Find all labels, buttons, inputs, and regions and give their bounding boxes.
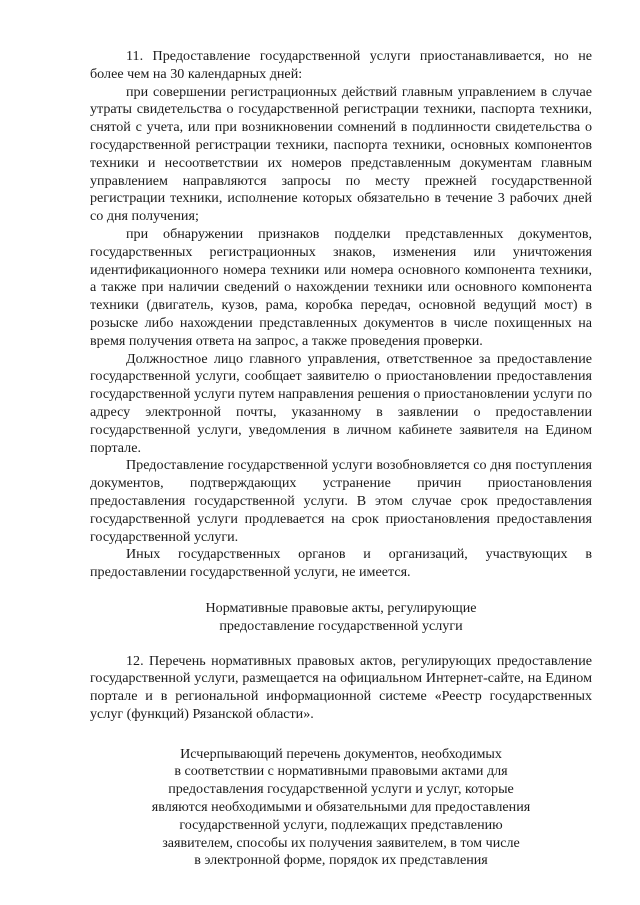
paragraph-12: 12. Перечень нормативных правовых актов, регулирующих предоставление государственной услуги, размещается на официальном Интернет-сайте, на Едином портале и в региональной информационной системе «Реестр государственных услуг (функций) Рязанской области». bbox=[90, 652, 592, 722]
heading-documents-line-5: государственной услуги, подлежащих представлению bbox=[179, 816, 503, 833]
heading-normative-acts bbox=[90, 600, 592, 636]
heading-documents-line-7: в электронной форме, порядок их представления bbox=[194, 852, 488, 869]
paragraph-suspension-registration: при совершении регистрационных действий главным управлением в случае утраты свидетельства о государственной регистрации техники, паспорта техники, снятой с учета, или при возникновении сомнений в подлинности свидетельства о государственной регистрации техники, паспорта техники, основных компонентов техники и несоответствии их номеров представленным документам главным управлением направляются запросы по месту прежней государственной регистрации техники, исполнение которых обязательно в течение 3 рабочих дней со дня получения; bbox=[90, 83, 592, 225]
paragraph-11-intro: 11. Предоставление государственной услуги приостанавливается, но не более чем на 30 календарных дней: bbox=[90, 48, 592, 82]
heading-documents-line-6: заявителем, способы их получения заявителем, в том числе bbox=[162, 834, 520, 851]
document-page bbox=[90, 48, 592, 870]
heading-normative-acts-line-1: Нормативные правовые акты, регулирующие bbox=[205, 599, 477, 616]
heading-documents-list bbox=[90, 746, 592, 871]
paragraph-other-bodies: Иных государственных органов и организаций, участвующих в предоставлении государственной услуги, не имеется. bbox=[90, 546, 592, 581]
heading-documents-line-3: предоставления государственной услуги и услуг, которые bbox=[168, 781, 514, 798]
paragraph-official-notification: Должностное лицо главного управления, ответственное за предоставление государственной услуги, сообщает заявителю о приостановлении предоставления государственной услуги путем направления решения о приостановлении услуги по адресу электронной почты, указанному в заявлении о предоставлении государственной услуги, уведомления в личном кабинете заявителя на Едином портале. bbox=[90, 350, 592, 456]
heading-normative-acts-line-2: предоставление государственной услуги bbox=[219, 617, 463, 634]
paragraph-suspension-forgery: при обнаружении признаков подделки представленных документов, государственных регистрационных знаков, изменения или уничтожения идентификационного номера техники или номера основного компонента техники, а также при наличии сведений о нахождении техники или основного компонента техники (двигатель, кузов, рама, коробка передач, основной ведущий мост) в розыске либо нахождении представленных документов в числе похищенных на время получения ответа на запрос, а также проведения проверки. bbox=[90, 225, 592, 349]
heading-documents-line-4: являются необходимыми и обязательными для предоставления bbox=[151, 799, 531, 816]
paragraph-resumption: Предоставление государственной услуги возобновляется со дня поступления документов, подтверждающих устранение причин приостановления предоставления государственной услуги. В этом случае срок предоставления государственной услуги продлевается на срок приостановления предоставления государственной услуги. bbox=[90, 457, 592, 545]
heading-documents-line-1: Исчерпывающий перечень документов, необходимых bbox=[180, 745, 502, 762]
heading-documents-line-2: в соответствии с нормативными правовыми актами для bbox=[174, 763, 508, 780]
